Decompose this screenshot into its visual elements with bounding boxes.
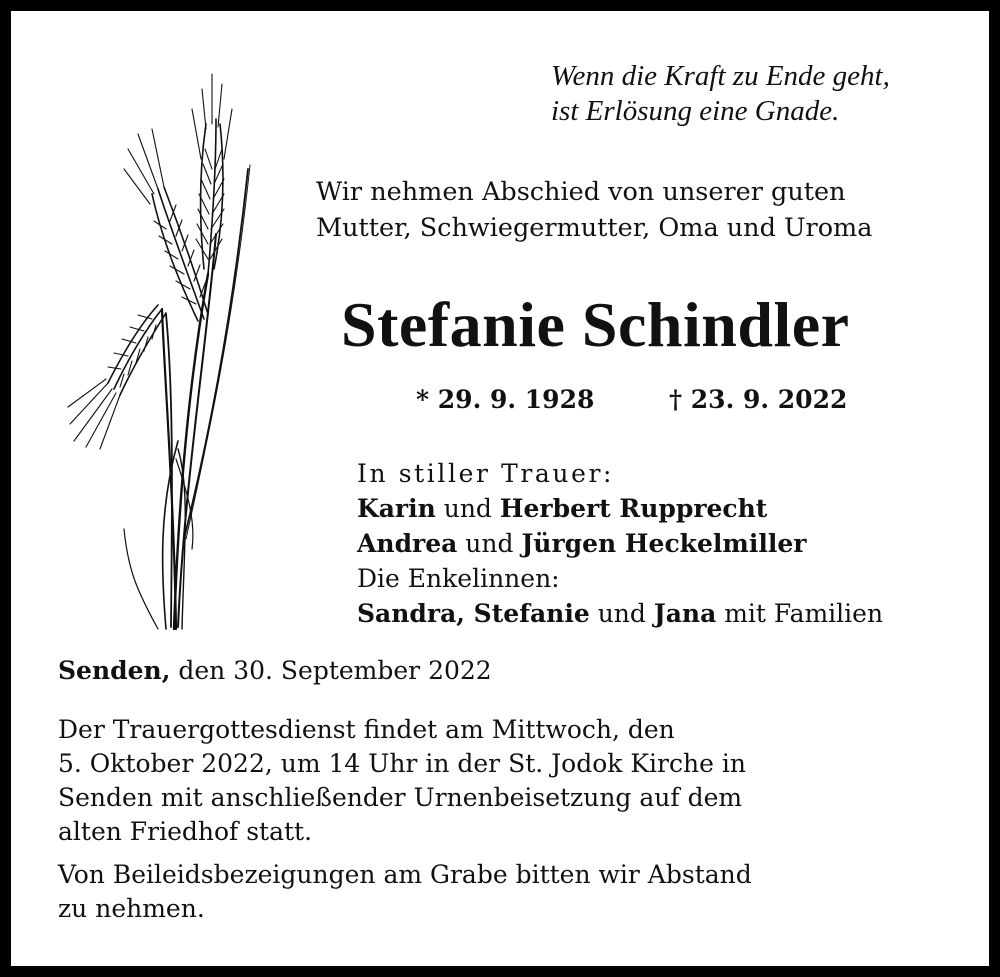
family-line bbox=[357, 491, 883, 526]
mourners-list bbox=[357, 456, 883, 631]
quote-line: Wenn die Kraft zu Ende geht, bbox=[551, 60, 890, 92]
mourner-name: Karin bbox=[357, 494, 436, 523]
grandchildren-line bbox=[357, 596, 883, 631]
mourner-name: Jürgen Heckelmiller bbox=[521, 529, 807, 558]
epigraph-quote bbox=[551, 59, 890, 129]
birth-date: * 29. 9. 1928 bbox=[416, 385, 595, 414]
intro-line: Wir nehmen Abschied von unserer guten bbox=[316, 177, 846, 207]
grandchildren-label: Die Enkelinnen: bbox=[357, 564, 560, 593]
service-line: alten Friedhof statt. bbox=[58, 817, 313, 846]
quote-line: ist Erlösung eine Gnade. bbox=[551, 95, 840, 127]
mourner-name: Sandra, Stefanie bbox=[357, 599, 590, 628]
death-date: † 23. 9. 2022 bbox=[669, 385, 848, 414]
conjunction: und bbox=[465, 529, 514, 558]
conjunction: und bbox=[443, 494, 492, 523]
condolence-line: Von Beileidsbezeigungen am Grabe bitten wir Abstand bbox=[58, 860, 752, 889]
service-line: 5. Oktober 2022, um 14 Uhr in der St. Jodok Kirche in bbox=[58, 749, 746, 778]
funeral-info bbox=[58, 713, 752, 926]
mourner-name: Herbert Rupprecht bbox=[499, 494, 768, 523]
intro-line: Mutter, Schwiegermutter, Oma und Uroma bbox=[316, 213, 873, 243]
condolence-line: zu nehmen. bbox=[58, 894, 205, 923]
mourner-name: Andrea bbox=[357, 529, 458, 558]
family-line bbox=[357, 526, 883, 561]
conjunction: und bbox=[597, 599, 646, 628]
place-date-line bbox=[58, 654, 492, 688]
wheat-ears-icon bbox=[66, 69, 266, 634]
deceased-name: Stefanie Schindler bbox=[341, 289, 850, 360]
farewell-intro bbox=[316, 174, 872, 246]
service-line: Senden mit anschließender Urnenbeisetzung auf dem bbox=[58, 783, 743, 812]
service-line: Der Trauergottesdienst findet am Mittwoch, den bbox=[58, 715, 675, 744]
family-suffix: mit Familien bbox=[724, 599, 884, 628]
notice-date: den 30. September 2022 bbox=[178, 656, 492, 685]
mourning-label: In stiller Trauer: bbox=[357, 459, 615, 488]
mourner-name: Jana bbox=[653, 599, 717, 628]
place-name: Senden, bbox=[58, 656, 171, 685]
